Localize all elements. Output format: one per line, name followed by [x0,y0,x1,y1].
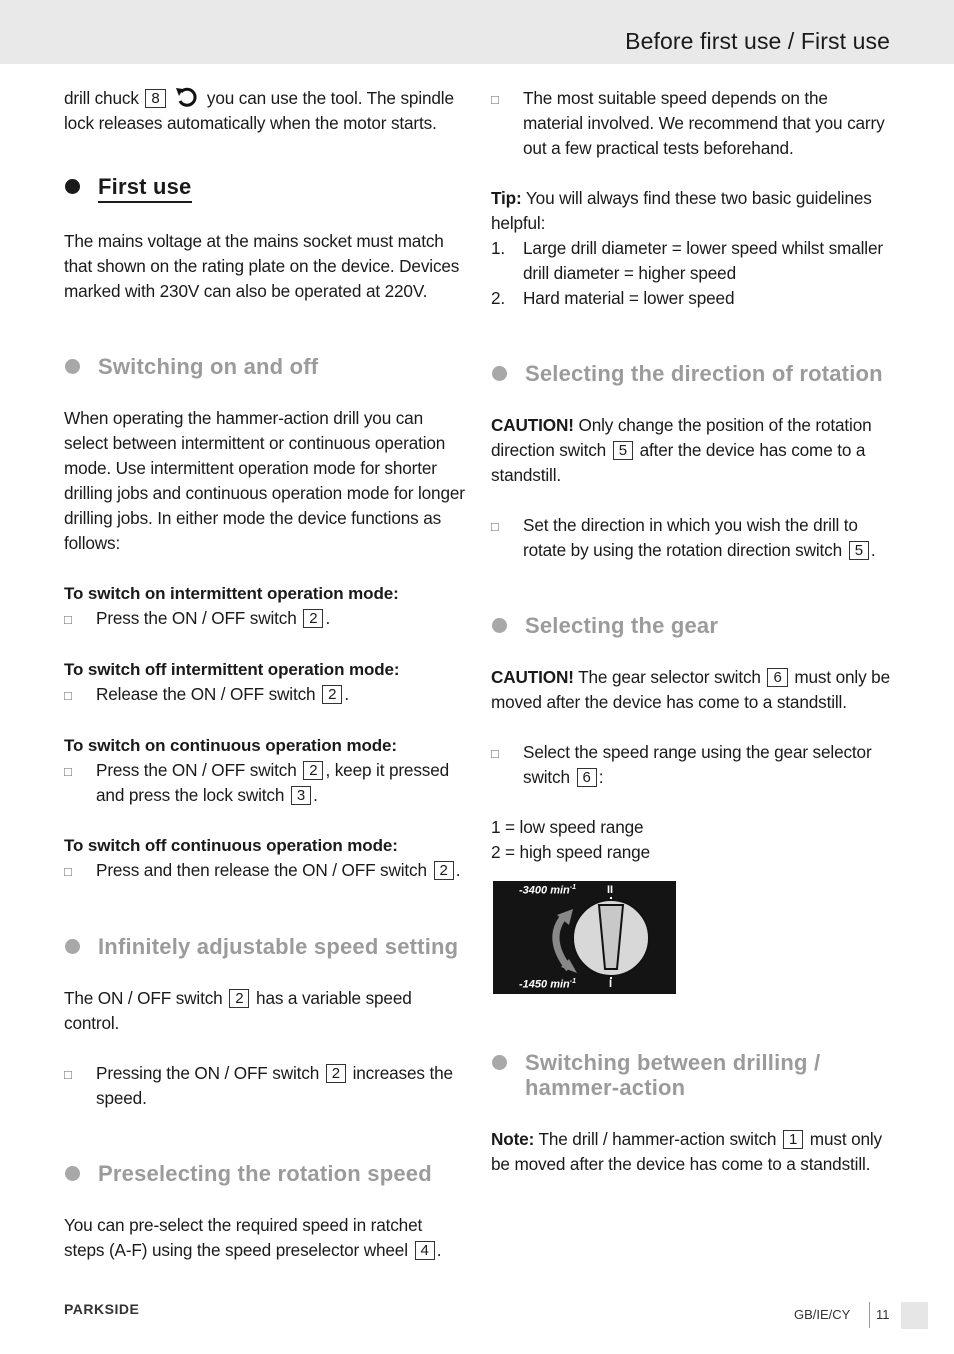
direction-caution: CAUTION! Only change the position of the rotation direction switch 5 after the device has come to a standstill. [491,415,872,485]
list-item: □ The most suitable speed depends on the material involved. We recommend that you carry out a few practical tests beforehand. [491,86,891,161]
footer-divider [869,1302,870,1328]
checkbox-square-icon: □ [491,746,499,761]
tip-paragraph: Tip: You will always find these two basic guidelines helpful: [491,188,872,233]
list-item: 1. Large drill diameter = lower speed whilst smaller drill diameter = higher speed [491,238,883,283]
gear-dial-icon [493,881,676,994]
bullet-dot-icon [492,366,507,381]
gear-mark-1: I [609,978,613,990]
intro-paragraph: drill chuck 8 you can use the tool. The spindle lock releases automatically when the motor starts. [64,88,454,133]
bullet-dot-icon [492,1055,507,1070]
bullet-dot-icon [65,359,80,374]
part-ref-box: 2 [322,685,342,704]
checkbox-square-icon: □ [491,519,499,534]
first-use-paragraph: The mains voltage at the mains socket must match that shown on the rating plate on the device. Devices marked with 230V can also be operated at 220V. [64,231,460,301]
footer-tab [901,1302,928,1329]
low-speed-label: -1450 $\min^{-1}$ [519,978,576,991]
part-ref-box: 6 [767,668,787,687]
preselect-paragraph: You can pre-select the required speed in ratchet steps (A-F) using the speed preselector wheel 4 . [64,1215,442,1260]
list-item: □ Release the ON / OFF switch 2 . [64,682,466,708]
section-hammer: Switching between drilling / hammer-action [491,1050,891,1100]
bullet-dot-icon [65,939,80,954]
part-ref-box: 2 [326,1064,346,1083]
section-preselect: Preselecting the rotation speed [64,1161,466,1186]
page-number: 11 [876,1307,890,1322]
range-low: 1 = low speed range [491,817,644,837]
list-item: □ Press the ON / OFF switch 2 , keep it pressed and press the lock switch 3 . [64,758,466,808]
list-item: □ Select the speed range using the gear selector switch 6 : [491,740,891,790]
checkbox-square-icon: □ [64,864,72,879]
list-item: □ Set the direction in which you wish the drill to rotate by using the rotation direction switch 5 . [491,513,891,563]
part-ref-box: 8 [145,89,165,108]
subheading: To switch on intermittent operation mode: [64,584,399,603]
checkbox-square-icon: □ [64,764,72,779]
part-ref-box: 2 [303,761,323,780]
bullet-dot-icon [65,179,80,194]
section-gear: Selecting the gear [491,613,891,638]
subheading: To switch on continuous operation mode: [64,736,397,755]
checkbox-square-icon: □ [64,1067,72,1082]
subheading: To switch off continuous operation mode: [64,836,398,855]
range-high: 2 = high speed range [491,842,650,862]
checkbox-square-icon: □ [64,612,72,627]
right-column [491,86,891,1177]
list-item: □ Press the ON / OFF switch 2 . [64,606,466,632]
bullet-dot-icon [65,1166,80,1181]
rotate-arrow-icon [174,86,200,108]
part-ref-box: 2 [303,609,323,628]
part-ref-box: 4 [415,1241,435,1260]
high-speed-label: -3400 $\min^{-1}$ [519,884,576,897]
page-header [0,0,954,64]
section-infinite-speed: Infinitely adjustable speed setting [64,934,466,959]
part-ref-box: 1 [783,1130,803,1149]
section-direction: Selecting the direction of rotation [491,361,891,386]
part-ref-box: 6 [577,768,597,787]
checkbox-square-icon: □ [491,92,499,107]
gear-selector-image [493,881,676,994]
section-first-use: First use [64,174,466,203]
checkbox-square-icon: □ [64,688,72,703]
gear-caution: CAUTION! The gear selector switch 6 must only be moved after the device has come to a standstill. [491,667,890,712]
part-ref-box: 3 [291,786,311,805]
part-ref-box: 2 [434,861,454,880]
switching-paragraph: When operating the hammer-action drill you can select between intermittent or continuous operation mode. Use intermittent operation mode for shorter drilling jobs and continuous operation mode for longer drilling jobs. In either mode the device functions as follows: [64,408,465,553]
language-code: GB/IE/CY [794,1307,851,1322]
list-item: □ Press and then release the ON / OFF switch 2 . [64,858,466,884]
infinite-paragraph: The ON / OFF switch 2 has a variable speed control. [64,988,412,1033]
hammer-note: Note: The drill / hammer-action switch 1 must only be moved after the device has come to a standstill. [491,1129,882,1174]
brand-logo: PARKSIDE [64,1301,140,1317]
part-ref-box: 2 [229,989,249,1008]
list-item: □ Pressing the ON / OFF switch 2 increases the speed. [64,1061,466,1111]
list-item: 2. Hard material = lower speed [491,288,735,308]
subheading: To switch off intermittent operation mode: [64,660,400,679]
page-title: Before first use / First use [625,28,890,54]
bullet-dot-icon [492,618,507,633]
section-switching: Switching on and off [64,354,466,379]
gear-mark-2: II [607,884,614,896]
part-ref-box: 5 [849,541,869,560]
part-ref-box: 5 [613,441,633,460]
left-column [64,86,466,1263]
